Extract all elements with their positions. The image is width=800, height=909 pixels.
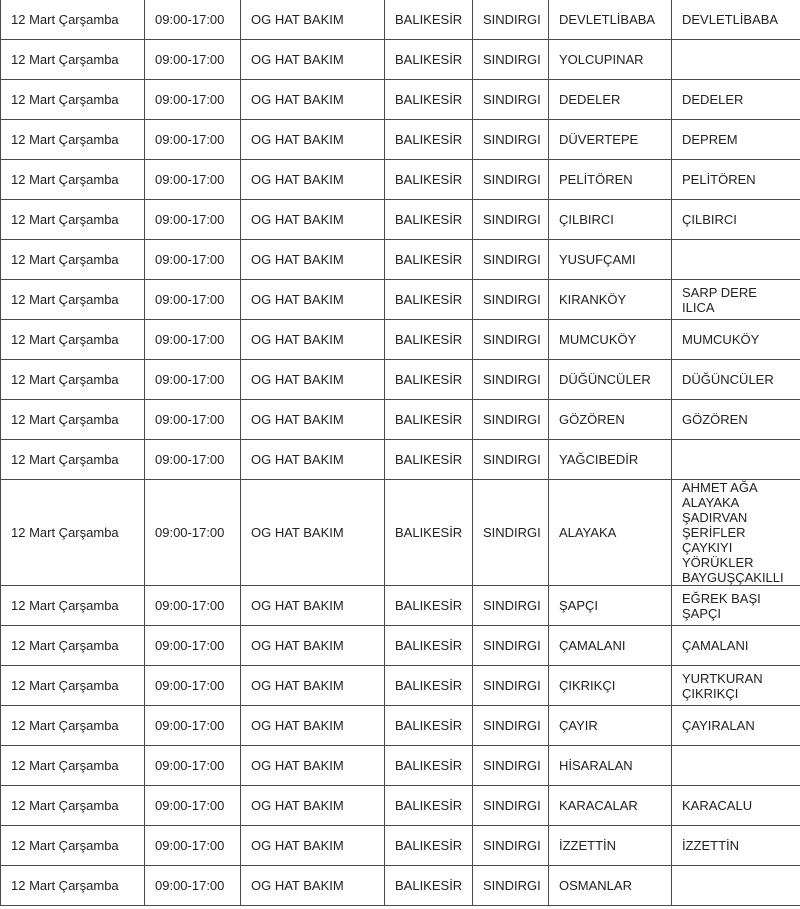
city-cell: BALIKESİR	[385, 400, 473, 440]
affected-areas-cell	[672, 0, 800, 40]
date-cell: 12 Mart Çarşamba	[1, 586, 145, 626]
work-type-cell: OG HAT BAKIM	[241, 626, 385, 666]
date-cell: 12 Mart Çarşamba	[1, 480, 145, 586]
time-cell: 09:00-17:00	[145, 586, 241, 626]
neighborhood-cell: YUSUFÇAMI	[549, 240, 672, 280]
work-type-cell: OG HAT BAKIM	[241, 0, 385, 40]
city-cell: BALIKESİR	[385, 80, 473, 120]
table-row	[1, 666, 800, 706]
time-cell: 09:00-17:00	[145, 400, 241, 440]
time-cell: 09:00-17:00	[145, 280, 241, 320]
table-row	[1, 866, 800, 906]
district-cell: SINDIRGI	[473, 280, 549, 320]
work-type-cell: OG HAT BAKIM	[241, 320, 385, 360]
table-row	[1, 440, 800, 480]
affected-area: ILICA	[682, 299, 715, 315]
work-type-cell: OG HAT BAKIM	[241, 280, 385, 320]
date-cell: 12 Mart Çarşamba	[1, 40, 145, 80]
affected-area: DEVLETLİBABA	[682, 12, 779, 27]
table-row	[1, 480, 800, 586]
table-row	[1, 120, 800, 160]
affected-area: DÜĞÜNCÜLER	[682, 372, 774, 387]
affected-area: İZZETTİN	[682, 838, 740, 853]
date-cell: 12 Mart Çarşamba	[1, 200, 145, 240]
affected-area: DEDELER	[682, 92, 744, 107]
neighborhood-cell: ÇAYIR	[549, 706, 672, 746]
date-cell: 12 Mart Çarşamba	[1, 360, 145, 400]
affected-area: ÇAYIRALAN	[682, 718, 755, 733]
affected-area: GÖZÖREN	[682, 412, 748, 427]
date-cell: 12 Mart Çarşamba	[1, 400, 145, 440]
affected-areas-cell	[672, 440, 800, 480]
time-cell: 09:00-17:00	[145, 626, 241, 666]
table-row	[1, 280, 800, 320]
neighborhood-cell: ÇILBIRCI	[549, 200, 672, 240]
time-cell: 09:00-17:00	[145, 160, 241, 200]
work-type-cell: OG HAT BAKIM	[241, 586, 385, 626]
date-cell: 12 Mart Çarşamba	[1, 626, 145, 666]
district-cell: SINDIRGI	[473, 400, 549, 440]
city-cell: BALIKESİR	[385, 200, 473, 240]
affected-areas-cell	[672, 626, 800, 666]
date-cell: 12 Mart Çarşamba	[1, 280, 145, 320]
table-row	[1, 586, 800, 626]
city-cell: BALIKESİR	[385, 320, 473, 360]
date-cell: 12 Mart Çarşamba	[1, 80, 145, 120]
city-cell: BALIKESİR	[385, 706, 473, 746]
date-cell: 12 Mart Çarşamba	[1, 866, 145, 906]
neighborhood-cell: YOLCUPINAR	[549, 40, 672, 80]
time-cell: 09:00-17:00	[145, 200, 241, 240]
affected-area: ÇAYKIYI	[682, 540, 733, 555]
neighborhood-cell: ÇIKRIKÇI	[549, 666, 672, 706]
table-row	[1, 200, 800, 240]
time-cell: 09:00-17:00	[145, 120, 241, 160]
affected-areas-cell	[672, 480, 800, 586]
table-row	[1, 80, 800, 120]
affected-areas-cell	[672, 320, 800, 360]
district-cell: SINDIRGI	[473, 746, 549, 786]
date-cell: 12 Mart Çarşamba	[1, 666, 145, 706]
district-cell: SINDIRGI	[473, 440, 549, 480]
affected-areas-cell	[672, 706, 800, 746]
affected-areas-cell	[672, 160, 800, 200]
work-type-cell: OG HAT BAKIM	[241, 160, 385, 200]
date-cell: 12 Mart Çarşamba	[1, 786, 145, 826]
neighborhood-cell: GÖZÖREN	[549, 400, 672, 440]
affected-area: AHMET AĞA	[682, 480, 758, 495]
neighborhood-cell: YAĞCIBEDİR	[549, 440, 672, 480]
work-type-cell: OG HAT BAKIM	[241, 240, 385, 280]
affected-area: ŞAPÇI	[682, 605, 722, 621]
affected-area: ALAYAKA	[682, 495, 740, 510]
work-type-cell: OG HAT BAKIM	[241, 666, 385, 706]
affected-areas-cell	[672, 40, 800, 80]
table-row	[1, 826, 800, 866]
affected-area: MUMCUKÖY	[682, 332, 760, 347]
district-cell: SINDIRGI	[473, 160, 549, 200]
city-cell: BALIKESİR	[385, 240, 473, 280]
affected-area: SARP DERE	[682, 284, 757, 300]
time-cell: 09:00-17:00	[145, 866, 241, 906]
time-cell: 09:00-17:00	[145, 320, 241, 360]
table-row	[1, 706, 800, 746]
district-cell: SINDIRGI	[473, 706, 549, 746]
district-cell: SINDIRGI	[473, 40, 549, 80]
affected-area: ŞERİFLER	[682, 525, 746, 540]
date-cell: 12 Mart Çarşamba	[1, 0, 145, 40]
neighborhood-cell: MUMCUKÖY	[549, 320, 672, 360]
affected-area: YÖRÜKLER	[682, 555, 754, 570]
city-cell: BALIKESİR	[385, 120, 473, 160]
table-row	[1, 786, 800, 826]
affected-areas-cell	[672, 746, 800, 786]
district-cell: SINDIRGI	[473, 200, 549, 240]
district-cell: SINDIRGI	[473, 586, 549, 626]
date-cell: 12 Mart Çarşamba	[1, 120, 145, 160]
date-cell: 12 Mart Çarşamba	[1, 160, 145, 200]
district-cell: SINDIRGI	[473, 240, 549, 280]
affected-areas-cell	[672, 866, 800, 906]
table-row	[1, 240, 800, 280]
city-cell: BALIKESİR	[385, 0, 473, 40]
neighborhood-cell: OSMANLAR	[549, 866, 672, 906]
time-cell: 09:00-17:00	[145, 440, 241, 480]
table-row	[1, 160, 800, 200]
affected-area: ÇILBIRCI	[682, 212, 737, 227]
neighborhood-cell: DÜVERTEPE	[549, 120, 672, 160]
table-row	[1, 0, 800, 40]
table-row	[1, 400, 800, 440]
time-cell: 09:00-17:00	[145, 360, 241, 400]
neighborhood-cell: DEDELER	[549, 80, 672, 120]
work-type-cell: OG HAT BAKIM	[241, 40, 385, 80]
date-cell: 12 Mart Çarşamba	[1, 746, 145, 786]
city-cell: BALIKESİR	[385, 40, 473, 80]
work-type-cell: OG HAT BAKIM	[241, 200, 385, 240]
work-type-cell: OG HAT BAKIM	[241, 826, 385, 866]
city-cell: BALIKESİR	[385, 786, 473, 826]
affected-area: DEPREM	[682, 132, 738, 147]
neighborhood-cell: KIRANKÖY	[549, 280, 672, 320]
work-type-cell: OG HAT BAKIM	[241, 400, 385, 440]
work-type-cell: OG HAT BAKIM	[241, 706, 385, 746]
affected-areas-cell	[672, 826, 800, 866]
city-cell: BALIKESİR	[385, 280, 473, 320]
affected-areas-cell	[672, 240, 800, 280]
affected-areas-cell	[672, 400, 800, 440]
affected-areas-cell	[672, 586, 800, 626]
neighborhood-cell: DEVLETLİBABA	[549, 0, 672, 40]
neighborhood-cell: DÜĞÜNCÜLER	[549, 360, 672, 400]
date-cell: 12 Mart Çarşamba	[1, 826, 145, 866]
time-cell: 09:00-17:00	[145, 666, 241, 706]
work-type-cell: OG HAT BAKIM	[241, 120, 385, 160]
table-row	[1, 320, 800, 360]
district-cell: SINDIRGI	[473, 120, 549, 160]
neighborhood-cell: ÇAMALANI	[549, 626, 672, 666]
time-cell: 09:00-17:00	[145, 826, 241, 866]
affected-areas-cell	[672, 280, 800, 320]
neighborhood-cell: HİSARALAN	[549, 746, 672, 786]
city-cell: BALIKESİR	[385, 360, 473, 400]
affected-area: YURTKURAN	[682, 670, 763, 686]
work-type-cell: OG HAT BAKIM	[241, 480, 385, 586]
table-row	[1, 626, 800, 666]
city-cell: BALIKESİR	[385, 746, 473, 786]
district-cell: SINDIRGI	[473, 786, 549, 826]
time-cell: 09:00-17:00	[145, 786, 241, 826]
city-cell: BALIKESİR	[385, 586, 473, 626]
city-cell: BALIKESİR	[385, 626, 473, 666]
neighborhood-cell: ŞAPÇI	[549, 586, 672, 626]
affected-areas-cell	[672, 360, 800, 400]
time-cell: 09:00-17:00	[145, 706, 241, 746]
work-type-cell: OG HAT BAKIM	[241, 440, 385, 480]
affected-areas-cell	[672, 200, 800, 240]
affected-areas-cell	[672, 80, 800, 120]
neighborhood-cell: ALAYAKA	[549, 480, 672, 586]
time-cell: 09:00-17:00	[145, 746, 241, 786]
city-cell: BALIKESİR	[385, 160, 473, 200]
district-cell: SINDIRGI	[473, 80, 549, 120]
time-cell: 09:00-17:00	[145, 0, 241, 40]
district-cell: SINDIRGI	[473, 0, 549, 40]
district-cell: SINDIRGI	[473, 360, 549, 400]
neighborhood-cell: İZZETTİN	[549, 826, 672, 866]
work-type-cell: OG HAT BAKIM	[241, 866, 385, 906]
affected-area: ÇAMALANI	[682, 638, 749, 653]
table-row	[1, 746, 800, 786]
time-cell: 09:00-17:00	[145, 40, 241, 80]
neighborhood-cell: KARACALAR	[549, 786, 672, 826]
affected-areas-cell	[672, 666, 800, 706]
time-cell: 09:00-17:00	[145, 240, 241, 280]
date-cell: 12 Mart Çarşamba	[1, 320, 145, 360]
affected-areas-cell	[672, 120, 800, 160]
table-body	[1, 0, 800, 906]
affected-area: KARACALU	[682, 798, 753, 813]
affected-areas-cell	[672, 786, 800, 826]
work-type-cell: OG HAT BAKIM	[241, 746, 385, 786]
city-cell: BALIKESİR	[385, 866, 473, 906]
work-type-cell: OG HAT BAKIM	[241, 786, 385, 826]
affected-area: BAYGUŞÇAKILLI	[682, 570, 784, 585]
affected-area: PELİTÖREN	[682, 172, 756, 187]
date-cell: 12 Mart Çarşamba	[1, 240, 145, 280]
district-cell: SINDIRGI	[473, 480, 549, 586]
affected-area: ÇIKRIKÇI	[682, 685, 739, 701]
time-cell: 09:00-17:00	[145, 80, 241, 120]
work-type-cell: OG HAT BAKIM	[241, 360, 385, 400]
district-cell: SINDIRGI	[473, 626, 549, 666]
affected-area: EĞREK BAŞI	[682, 590, 761, 606]
district-cell: SINDIRGI	[473, 866, 549, 906]
date-cell: 12 Mart Çarşamba	[1, 706, 145, 746]
affected-area: ŞADIRVAN	[682, 510, 748, 525]
work-type-cell: OG HAT BAKIM	[241, 80, 385, 120]
table-row	[1, 360, 800, 400]
district-cell: SINDIRGI	[473, 666, 549, 706]
district-cell: SINDIRGI	[473, 826, 549, 866]
city-cell: BALIKESİR	[385, 440, 473, 480]
city-cell: BALIKESİR	[385, 826, 473, 866]
table-row	[1, 40, 800, 80]
date-cell: 12 Mart Çarşamba	[1, 440, 145, 480]
city-cell: BALIKESİR	[385, 480, 473, 586]
city-cell: BALIKESİR	[385, 666, 473, 706]
district-cell: SINDIRGI	[473, 320, 549, 360]
neighborhood-cell: PELİTÖREN	[549, 160, 672, 200]
time-cell: 09:00-17:00	[145, 480, 241, 586]
